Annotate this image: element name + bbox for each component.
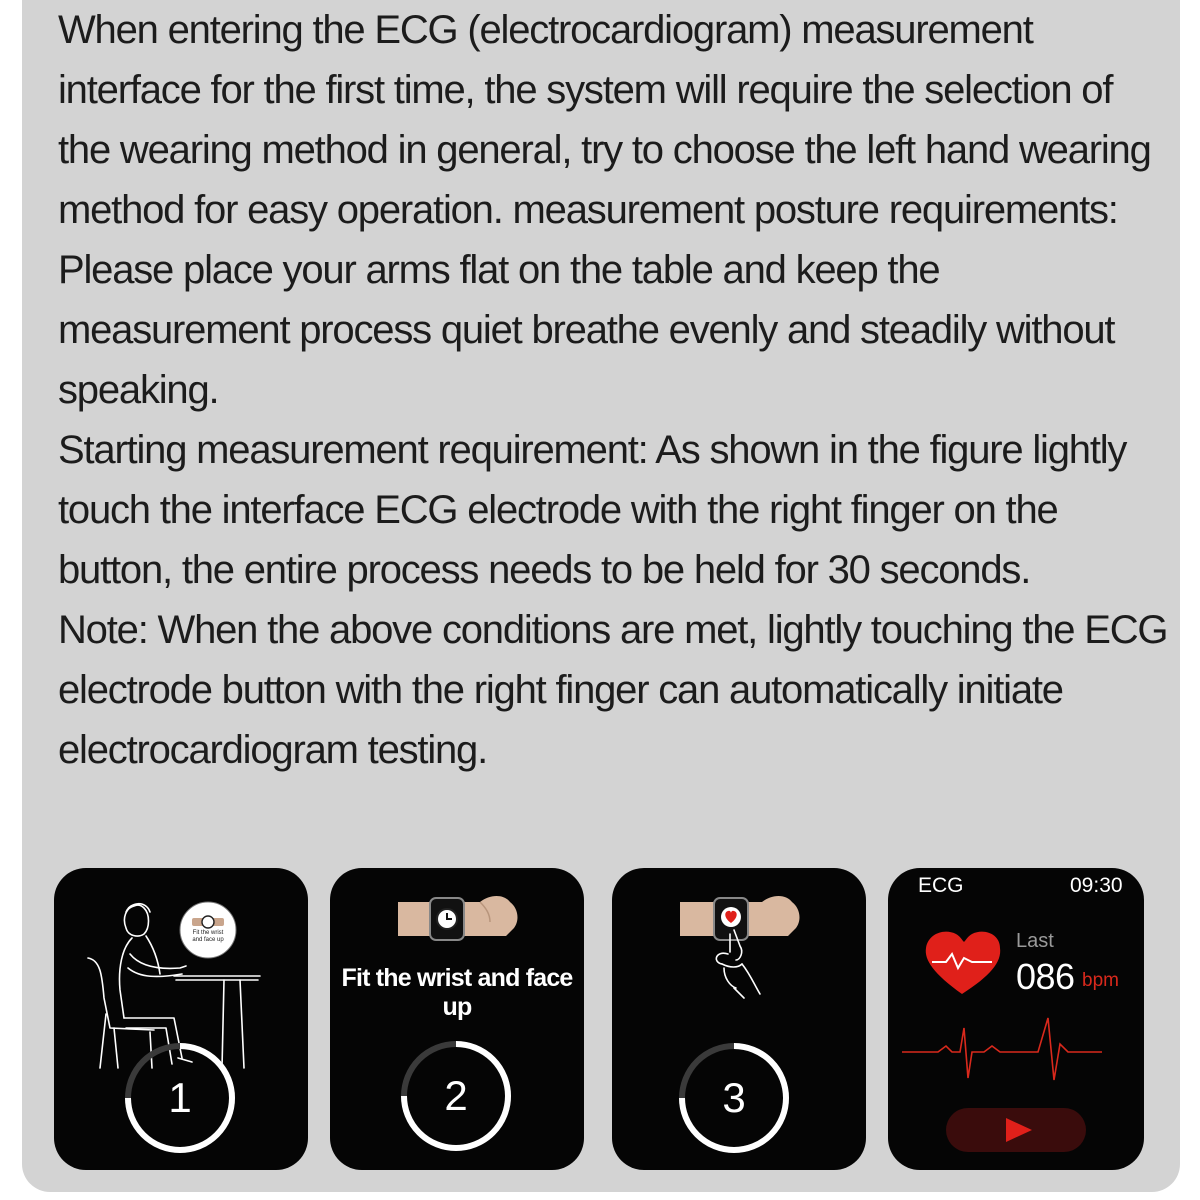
play-button[interactable] bbox=[946, 1108, 1086, 1152]
instructions-text bbox=[58, 0, 1168, 780]
paragraph-note: Note: When the above conditions are met, lightly touching the ECG electrode button with the right finger can automatically initiate electrocardiogram testing. bbox=[58, 608, 1168, 772]
step-number-1: 1 bbox=[168, 1074, 192, 1121]
badge-label: Fit the wrist and face up bbox=[192, 930, 224, 943]
step-number-3: 3 bbox=[722, 1074, 746, 1121]
ecg-time: 09:30 bbox=[1070, 874, 1123, 897]
ecg-bpm-unit: bpm bbox=[1082, 970, 1119, 991]
step-card-2 bbox=[330, 868, 584, 1170]
ecg-bpm-value: 086 bbox=[1016, 956, 1075, 997]
paragraph-wearing-method: When entering the ECG (electrocardiogram) measurement interface for the first time, the system will require the selection of the wearing method in general, try to choose the left hand wearing method for easy operation. measurement posture requirements: Please place your arms flat on the table and keep the measurement process quiet breathe evenly and steadily without speaking. bbox=[58, 8, 1151, 412]
step-number-2: 2 bbox=[444, 1072, 468, 1119]
heart-pulse-icon bbox=[926, 932, 1000, 994]
ecg-waveform-icon bbox=[902, 1018, 1102, 1080]
step-card-1 bbox=[54, 868, 308, 1170]
ecg-last-label: Last bbox=[1016, 930, 1054, 952]
ecg-screen-card bbox=[888, 868, 1144, 1170]
finger-touch-watch-icon bbox=[612, 868, 866, 1170]
paragraph-starting-requirement: Starting measurement requirement: As shown in the figure lightly touch the interface ECG electrode with the right finger on the button, the entire process needs to be held for 30 seconds. bbox=[58, 428, 1127, 592]
ecg-title: ECG bbox=[918, 874, 964, 897]
person-at-desk-icon bbox=[54, 868, 308, 1170]
step-card-3 bbox=[612, 868, 866, 1170]
step-caption: Fit the wrist and face up bbox=[341, 964, 573, 1021]
